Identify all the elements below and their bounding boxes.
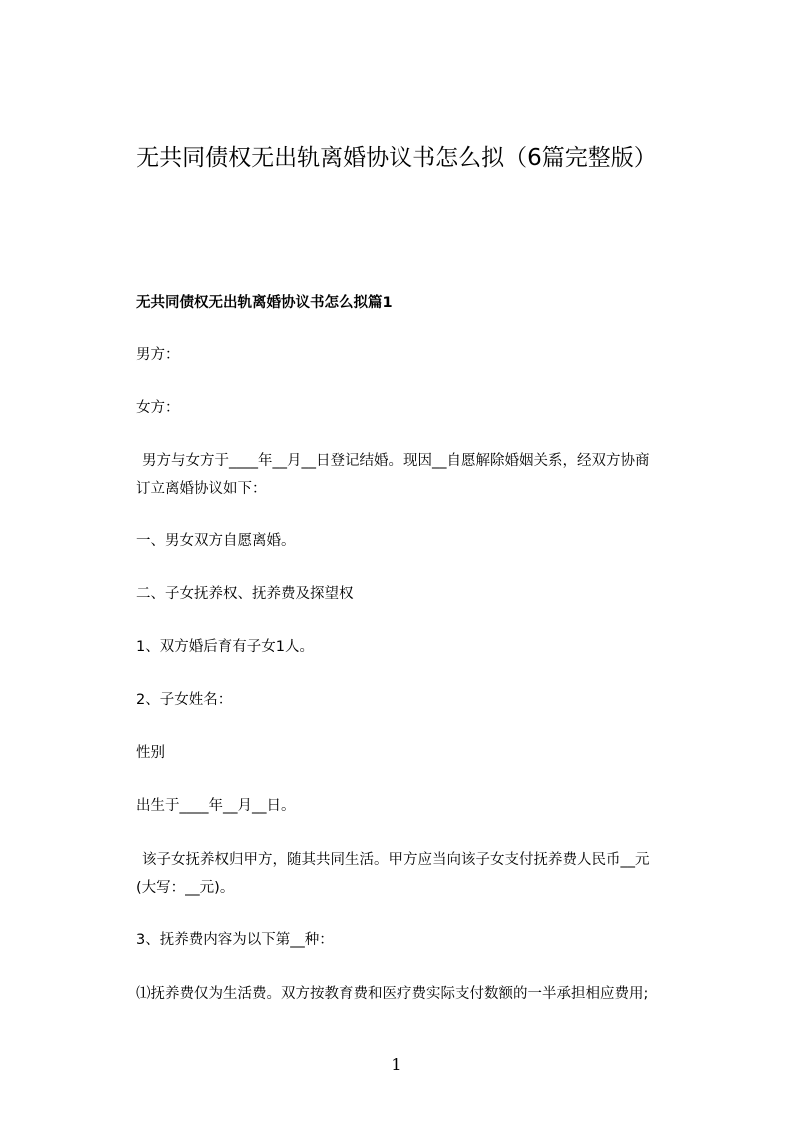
page-number: 1 <box>391 1055 402 1074</box>
item-3: 3、抚养费内容为以下第__种： <box>136 932 334 948</box>
option-1: ⑴抚养费仅为生活费。双方按教育费和医疗费实际支付数额的一半承担相应费用; <box>136 986 649 1002</box>
custody-paragraph <box>136 846 714 902</box>
clause-1: 一、男女双方自愿离婚。 <box>136 533 296 549</box>
intro-line-1: 男方与女方于____年__月__日登记结婚。现因__自愿解除婚姻关系，经双方协商 <box>142 453 650 469</box>
clause-2: 二、子女抚养权、抚养费及探望权 <box>136 586 354 602</box>
male-party-line: 男方： <box>136 347 180 363</box>
section-heading: 无共同债权无出轨离婚协议书怎么拟篇1 <box>136 295 393 311</box>
custody-line-1: 该子女抚养权归甲方，随其共同生活。甲方应当向该子女支付抚养费人民币__元 <box>142 852 650 868</box>
document-title: 无共同债权无出轨离婚协议书怎么拟（6篇完整版） <box>136 145 657 171</box>
item-1: 1、双方婚后育有子女1人。 <box>136 639 314 655</box>
female-party-line: 女方： <box>136 400 180 416</box>
intro-paragraph <box>136 447 714 503</box>
custody-line-2: (大写：__元)。 <box>136 880 235 896</box>
birth-line: 出生于____年__月__日。 <box>136 798 296 814</box>
item-2: 2、子女姓名： <box>136 692 233 708</box>
intro-line-2: 订立离婚协议如下： <box>136 481 267 497</box>
gender-line: 性别 <box>136 745 165 761</box>
